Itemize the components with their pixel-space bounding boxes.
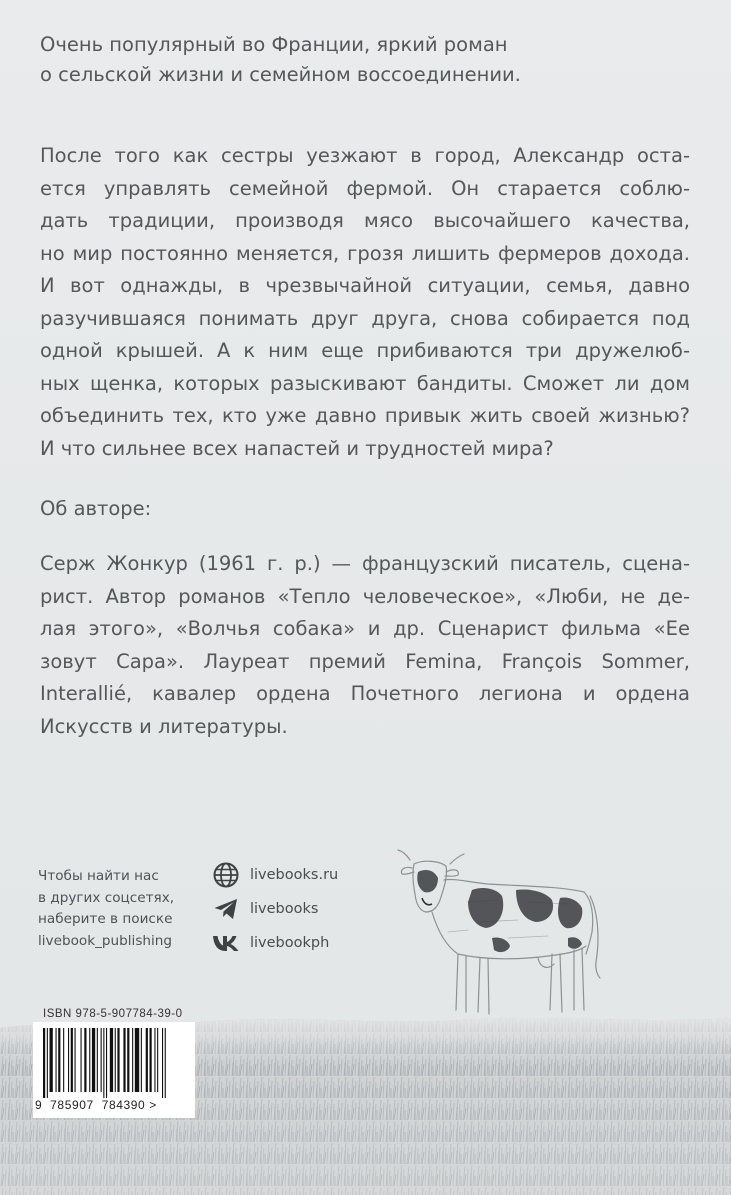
bio-line: Искусств и литературы. [40, 714, 288, 738]
barcode-bar [81, 1028, 82, 1092]
barcode-bar [58, 1028, 60, 1092]
barcode-bar [157, 1028, 158, 1092]
about-author-heading: Об авторе: [40, 497, 152, 520]
barcode-bar [154, 1028, 155, 1092]
social-search-note [38, 866, 208, 952]
barcode-bar [117, 1028, 119, 1092]
bio-line: зовут Сара». Лауреат премий Femina, François Sommer, [40, 649, 690, 673]
barcode-bar [97, 1028, 98, 1092]
barcode-bar [43, 1028, 45, 1098]
barcode-bar [106, 1028, 107, 1098]
bio-line: рист. Автор романов «Тепло человеческое», «Люби, не де- [40, 584, 690, 608]
social-link-telegram[interactable] [212, 892, 338, 926]
summary-line: После того как сестры уезжают в город, Александр оста- [40, 144, 690, 167]
barcode-bar [68, 1028, 69, 1092]
barcode-bar [146, 1028, 148, 1092]
barcode-bar [110, 1028, 113, 1092]
barcode-bar [75, 1028, 76, 1092]
book-summary [40, 140, 690, 465]
vk-icon [212, 929, 240, 957]
barcode-bar [123, 1028, 125, 1092]
barcode-bar [92, 1028, 95, 1092]
summary-line: ных щенка, которых разыскивают бандиты. Сможет ли дом [40, 371, 690, 395]
social-note-line: Чтобы найти нас [38, 868, 159, 884]
summary-line: И вот однажды, в чрезвычайной ситуации, семья, давно [40, 274, 690, 297]
barcode-bar [101, 1028, 102, 1092]
bio-line: Interallié, кавалер ордена Почетного легиона и ордена [40, 682, 690, 705]
summary-line: разучившаяся понимать друг друга, снова собирается под [40, 306, 690, 330]
summary-line: но мир постоянно меняется, грозя лишить фермеров дохода. [40, 241, 690, 265]
summary-line: И что сильнее всех напастей и трудностей мира? [40, 436, 554, 460]
barcode-bar [84, 1028, 86, 1092]
barcode-bar [103, 1028, 104, 1098]
social-link-website[interactable] [212, 858, 338, 892]
barcode-bar [132, 1028, 133, 1092]
barcode-bar [135, 1028, 139, 1092]
social-note-line: наберите в поиске [38, 911, 173, 927]
barcode-right-group: 784390 [101, 1098, 146, 1112]
summary-line: ется управлять семейной фермой. Он старается соблю- [40, 176, 690, 200]
tagline-line: Очень популярный во Франции, яркий роман [40, 33, 508, 56]
summary-line: объединить тех, кто уже давно привык жить своей жизнью? [40, 404, 690, 427]
isbn-label: ISBN 978-5-907784-39-0 [40, 1008, 186, 1020]
social-note-line: в других соцсетях, [38, 889, 175, 906]
author-bio [40, 548, 690, 743]
barcode-bar [71, 1028, 73, 1092]
globe-icon [212, 861, 240, 889]
barcode-bar [162, 1028, 163, 1098]
barcode-bar [150, 1028, 152, 1092]
ean-barcode [33, 1022, 195, 1118]
summary-line: дать традиции, производя мясо высочайшего качества, [40, 209, 690, 232]
social-links [212, 858, 338, 960]
social-link-label: livebooks.ru [250, 867, 339, 883]
barcode-bar [50, 1028, 53, 1092]
bio-line: Серж Жонкур (1961 г. р.) — французский писатель, сцена- [40, 552, 690, 575]
barcode-bar [127, 1028, 129, 1092]
barcode-bar [56, 1028, 57, 1092]
social-note-line: livebook_publishing [38, 932, 173, 949]
telegram-icon [212, 895, 240, 923]
barcode-left-group: 785907 [50, 1098, 94, 1112]
summary-line: одной крышей. А к ним еще прибиваются три дружелюб- [40, 339, 690, 362]
barcode-digits [35, 1098, 195, 1112]
barcode-bar [115, 1028, 116, 1092]
tagline-line: о сельской жизни и семейном воссоединении. [40, 63, 521, 86]
cow-illustration [388, 842, 618, 1022]
barcode-quiet-mark: > [149, 1098, 157, 1112]
barcode-first-digit: 9 [35, 1098, 43, 1112]
barcode-bar [165, 1028, 166, 1098]
social-link-label: livebookph [250, 935, 330, 951]
barcode-bar [89, 1028, 90, 1092]
bio-line: лая этого», «Волчья собака» и др. Сценарист фильма «Ее [40, 617, 690, 640]
social-link-vk[interactable] [212, 926, 338, 960]
barcode-bar [141, 1028, 142, 1092]
barcode-bar [63, 1028, 64, 1092]
barcode-bars [41, 1028, 187, 1098]
barcode-bar [47, 1028, 48, 1098]
social-link-label: livebooks [250, 901, 319, 917]
tagline [40, 30, 640, 90]
